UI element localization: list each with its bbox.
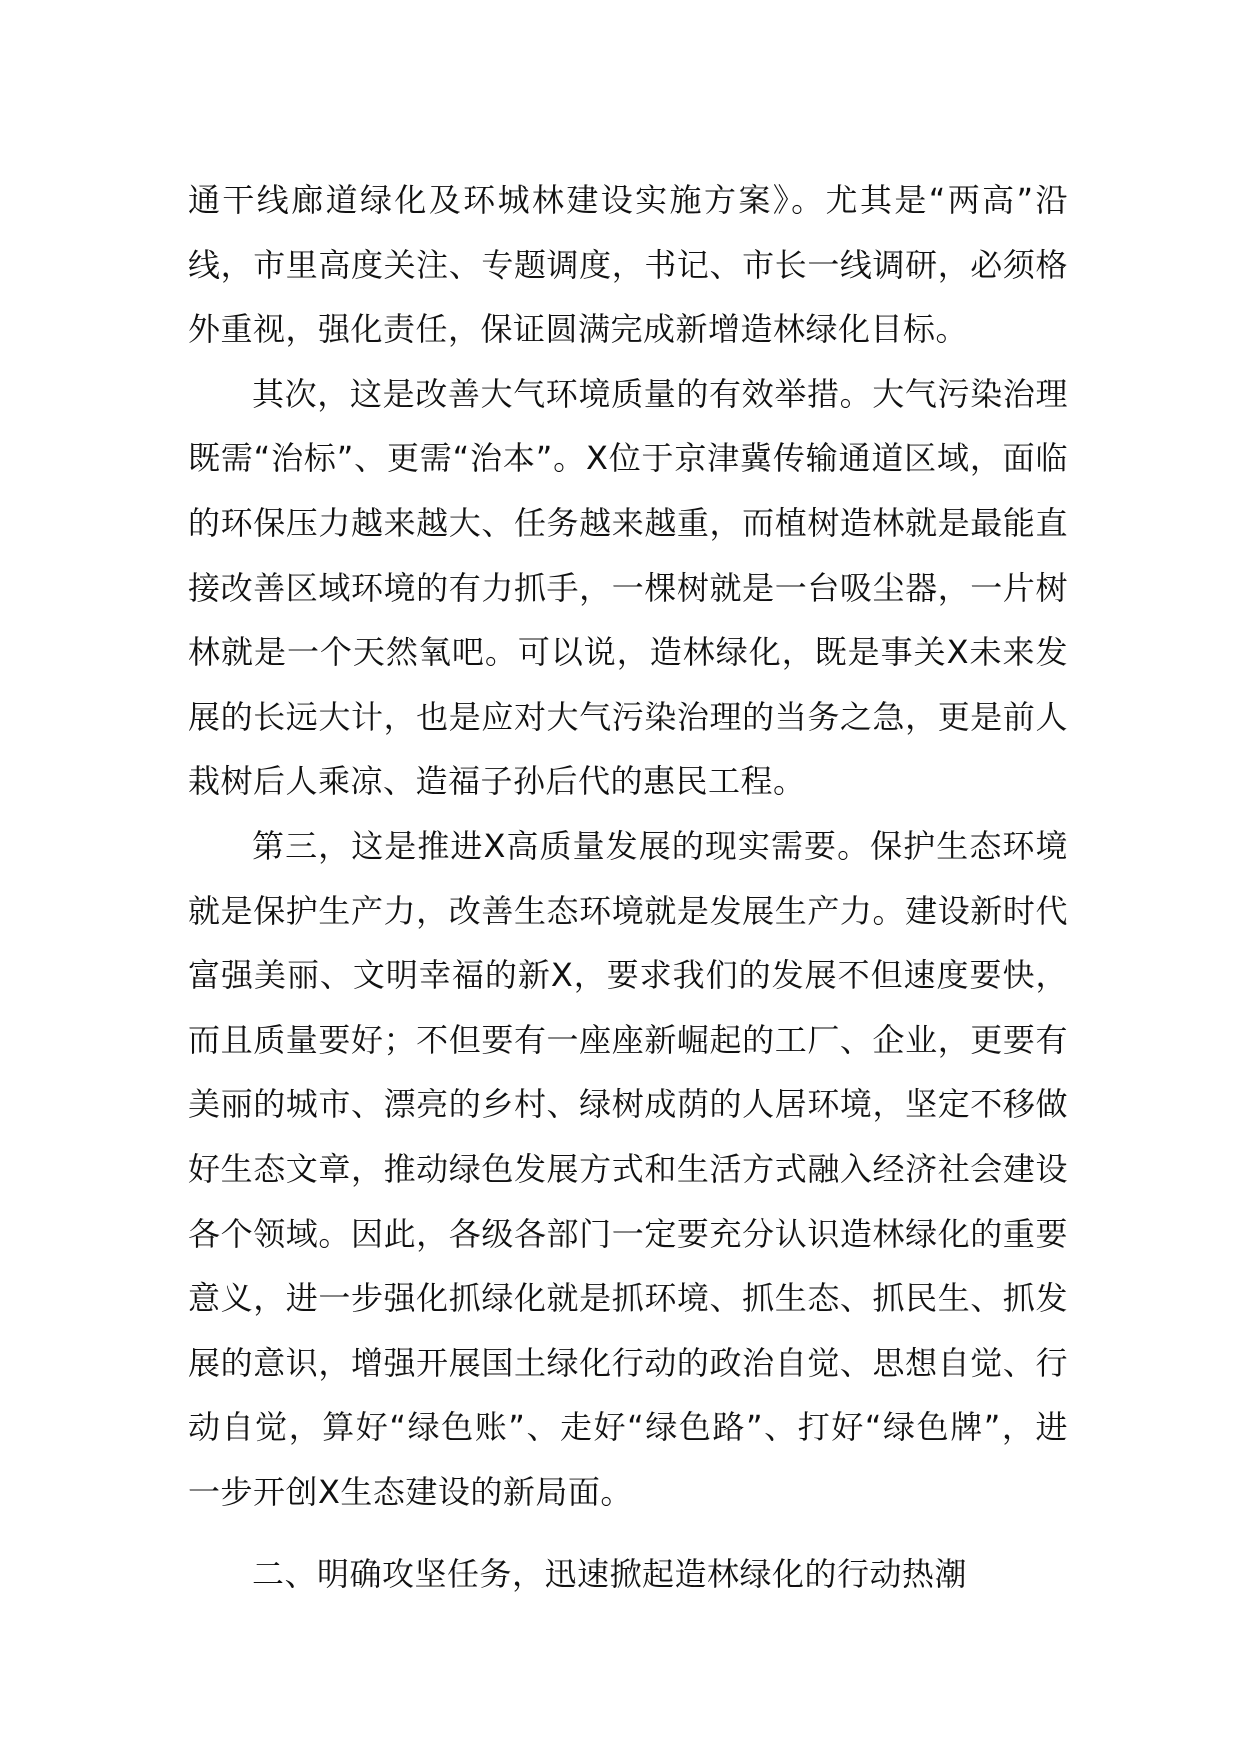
document-body bbox=[188, 168, 1068, 1607]
paragraph-second-point: 其次，这是改善大气环境质量的有效举措。大气污染治理既需“治标”、更需“治本”。X位于京津冀传输通道区域，面临的环保压力越来越大、任务越来越重，而植树造林就是最能直接改善区域环境的有力抓手，一棵树就是一台吸尘器，一片树林就是一个天然氧吧。可以说，造林绿化，既是事关X未来发展的长远大计，也是应对大气污染治理的当务之急，更是前人栽树后人乘凉、造福子孙后代的惠民工程。 bbox=[188, 374, 1068, 801]
paragraph-continuation: 通干线廊道绿化及环城林建设实施方案》。尤其是“两高”沿线，市里高度关注、专题调度，书记、市长一线调研，必须格外重视，强化责任，保证圆满完成新增造林绿化目标。 bbox=[188, 181, 1068, 349]
section-heading: 二、明确攻坚任务，迅速掀起造林绿化的行动热潮 bbox=[252, 1555, 968, 1594]
paragraph-third-point: 第三，这是推进X高质量发展的现实需要。保护生态环境就是保护生产力，改善生态环境就是发展生产力。建设新时代富强美丽、文明幸福的新X，要求我们的发展不但速度要快，而且质量要好；不但要有一座座新崛起的工厂、企业，更要有美丽的城市、漂亮的乡村、绿树成荫的人居环境，坚定不移做好生态文章，推动绿色发展方式和生活方式融入经济社会建设各个领域。因此，各级各部门一定要充分认识造林绿化的重要意义，进一步强化抓绿化就是抓环境、抓生态、抓民生、抓发展的意识，增强开展国土绿化行动的政治自觉、思想自觉、行动自觉，算好“绿色账”、走好“绿色路”、打好“绿色牌”，进一步开创X生态建设的新局面。 bbox=[188, 826, 1068, 1511]
